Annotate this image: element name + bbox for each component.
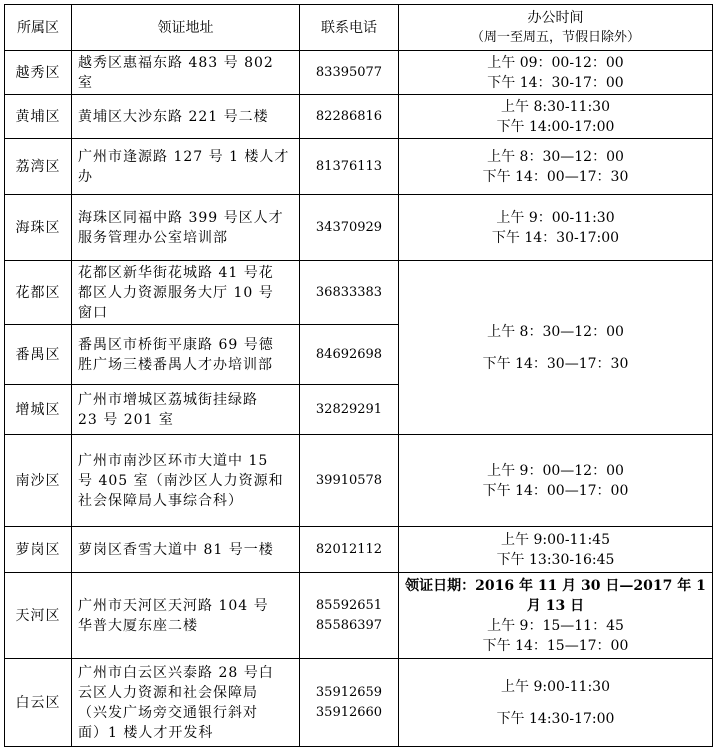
hours-morning: 上午 9：00—12：00 — [487, 462, 624, 479]
table-row-luogang — [5, 527, 713, 573]
address-line: 胜广场三楼番禺人才办培训部 — [78, 356, 273, 373]
hours-morning: 上午 9:00-11:45 — [501, 531, 610, 548]
address-line: （兴发广场旁交通银行斜对 — [78, 704, 258, 721]
phone-number: 35912660 — [315, 704, 383, 720]
header-hours-title: 办公时间 — [527, 9, 584, 26]
address-line: 越秀区惠福东路 483 号 802 室 — [78, 54, 274, 91]
line-spacer — [405, 342, 706, 354]
certificate-office-table — [4, 4, 713, 747]
hours-cell — [399, 659, 713, 747]
address-line: 广州市南沙区环市大道中 15 — [78, 452, 269, 469]
phone-cell — [300, 95, 399, 139]
phone-number: 36833383 — [315, 284, 383, 300]
table-row-liwan — [5, 139, 713, 195]
district-cell: 天河区 — [5, 573, 72, 659]
district-cell: 花都区 — [5, 261, 72, 325]
phone-number: 32829291 — [315, 401, 383, 417]
address-cell — [72, 573, 300, 659]
address-cell — [72, 95, 300, 139]
address-line: 都区人力资源服务大厅 10 号 — [78, 284, 274, 301]
header-address: 领证地址 — [72, 5, 300, 51]
phone-cell — [300, 195, 399, 261]
address-line: 花都区新华街花城路 41 号花 — [78, 264, 274, 281]
address-line: 广州市逢源路 127 号 1 楼人才 — [78, 148, 290, 165]
phone-number: 35912659 — [315, 684, 383, 700]
table-row-huangpu — [5, 95, 713, 139]
hours-morning: 上午 8:30-11:30 — [501, 98, 610, 115]
phone-number: 84692698 — [315, 346, 383, 362]
hours-morning: 上午 09：00-12：00 — [487, 54, 624, 71]
district-cell: 番禺区 — [5, 325, 72, 385]
address-line: 萝岗区香雪大道中 81 号一楼 — [78, 541, 274, 558]
phone-cell — [300, 659, 399, 747]
address-cell — [72, 385, 300, 435]
address-line: 云区人力资源和社会保障局 — [78, 684, 258, 701]
address-line: 办 — [78, 168, 93, 185]
phone-cell — [300, 139, 399, 195]
hours-afternoon: 下午 14：15—17：00 — [482, 637, 629, 654]
table-row-huadu — [5, 261, 713, 325]
address-line: 番禺区市桥街平康路 69 号德 — [78, 336, 274, 353]
table-row-haizhu — [5, 195, 713, 261]
hours-cell — [399, 51, 713, 95]
address-line: 窗口 — [78, 304, 108, 321]
phone-number: 85586397 — [315, 617, 383, 633]
address-line: 服务管理办公室培训部 — [78, 229, 228, 246]
header-hours-note: （周一至周五，节假日除外） — [470, 29, 640, 45]
hours-afternoon: 下午 14：30—17：30 — [482, 355, 629, 372]
phone-number: 34370929 — [315, 219, 383, 235]
address-line: 广州市天河区天河路 104 号 — [78, 597, 269, 614]
hours-cell — [399, 527, 713, 573]
phone-cell — [300, 385, 399, 435]
header-phone: 联系电话 — [300, 5, 399, 51]
district-cell: 南沙区 — [5, 435, 72, 527]
address-cell — [72, 325, 300, 385]
phone-number: 83395077 — [315, 64, 383, 80]
address-line: 面）1 楼人才开发科 — [78, 724, 214, 741]
hours-afternoon: 下午 14：00—17：00 — [482, 482, 629, 499]
address-cell — [72, 51, 300, 95]
district-cell: 越秀区 — [5, 51, 72, 95]
shared-hours-cell — [399, 261, 713, 435]
hours-afternoon: 下午 13:30-16:45 — [496, 551, 615, 568]
table-row-yuexiu — [5, 51, 713, 95]
hours-cell — [399, 435, 713, 527]
phone-number: 39910578 — [315, 472, 383, 488]
header-row — [5, 5, 713, 51]
phone-cell — [300, 573, 399, 659]
table-row-baiyun — [5, 659, 713, 747]
hours-cell — [399, 95, 713, 139]
hours-afternoon: 下午 14:00-17:00 — [496, 118, 615, 135]
hours-morning: 上午 9：00-11:30 — [496, 209, 615, 226]
address-cell — [72, 527, 300, 573]
phone-number: 81376113 — [315, 158, 383, 174]
address-cell — [72, 435, 300, 527]
district-cell: 海珠区 — [5, 195, 72, 261]
hours-morning: 上午 8：30—12：00 — [487, 323, 624, 340]
address-line: 社会保障局人事综合科） — [78, 492, 243, 509]
line-spacer — [405, 697, 706, 709]
phone-number: 82286816 — [315, 108, 383, 124]
address-line: 广州市增城区荔城街挂绿路 — [78, 391, 258, 408]
address-cell — [72, 261, 300, 325]
hours-afternoon: 下午 14：00—17：30 — [482, 168, 629, 185]
district-cell: 增城区 — [5, 385, 72, 435]
address-cell — [72, 195, 300, 261]
district-cell: 白云区 — [5, 659, 72, 747]
phone-cell — [300, 325, 399, 385]
table-row-tianhe — [5, 573, 713, 659]
hours-afternoon: 下午 14:30-17:00 — [496, 710, 615, 727]
address-line: 黄埔区大沙东路 221 号二楼 — [78, 108, 269, 125]
hours-morning: 上午 9:00-11:30 — [501, 678, 610, 695]
district-cell: 萝岗区 — [5, 527, 72, 573]
phone-cell — [300, 527, 399, 573]
address-line: 号 405 室（南沙区人力资源和 — [78, 472, 284, 489]
hours-afternoon: 下午 14：30-17：00 — [487, 74, 624, 91]
header-district: 所属区 — [5, 5, 72, 51]
hours-afternoon: 下午 14：30-17:00 — [491, 229, 620, 246]
hours-morning: 上午 8：30—12：00 — [487, 148, 624, 165]
hours-cell — [399, 195, 713, 261]
phone-number: 82012112 — [315, 541, 383, 557]
phone-number: 85592651 — [315, 597, 383, 613]
hours-morning: 上午 9：15—11：45 — [487, 617, 624, 634]
hours-cell — [399, 139, 713, 195]
issue-date-note: 领证日期：2016 年 11 月 30 日—2017 年 1 — [405, 577, 706, 594]
hours-cell — [399, 573, 713, 659]
address-line: 23 号 201 室 — [78, 411, 174, 428]
address-cell — [72, 659, 300, 747]
table-row-nansha — [5, 435, 713, 527]
address-cell — [72, 139, 300, 195]
district-cell: 荔湾区 — [5, 139, 72, 195]
header-hours — [399, 5, 713, 51]
district-cell: 黄埔区 — [5, 95, 72, 139]
phone-cell — [300, 51, 399, 95]
phone-cell — [300, 261, 399, 325]
address-line: 华普大厦东座二楼 — [78, 617, 198, 634]
issue-date-note: 月 13 日 — [526, 597, 585, 614]
address-line: 海珠区同福中路 399 号区人才 — [78, 209, 284, 226]
phone-cell — [300, 435, 399, 527]
address-line: 广州市白云区兴泰路 28 号白 — [78, 664, 274, 681]
